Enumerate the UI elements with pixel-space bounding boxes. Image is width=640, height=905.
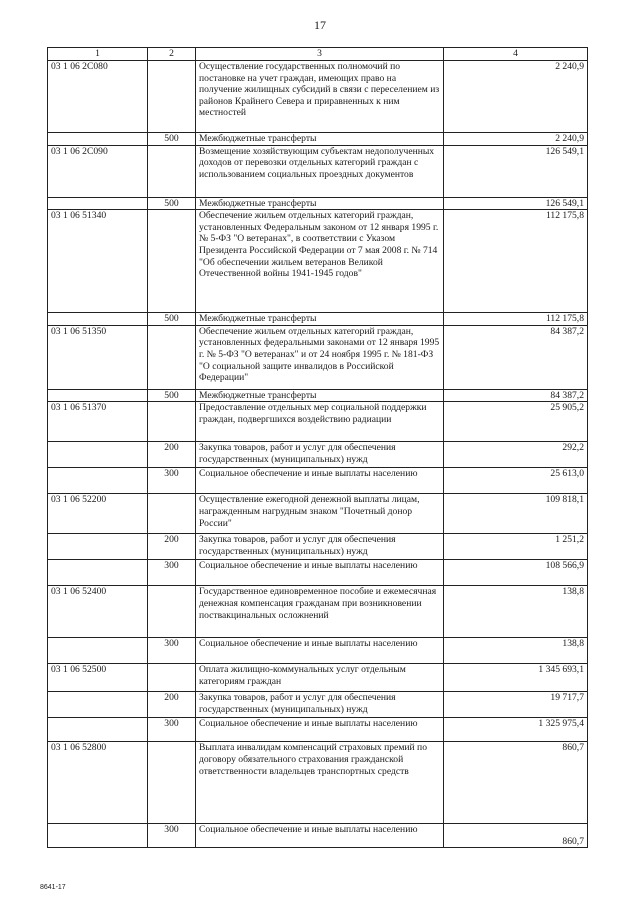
row-amount: 860,7 — [444, 824, 588, 848]
table-row — [48, 313, 588, 326]
column-header-2: 2 — [148, 48, 196, 61]
row-amount: 25 613,0 — [444, 468, 588, 494]
row-amount: 1 325 975,4 — [444, 718, 588, 742]
row-description: Межбюджетные трансферты — [196, 389, 444, 402]
row-description: Государственное единовременное пособие и ежемесячная денежная компенсация гражданам при возникновении поствакцинальных осложнений — [196, 586, 444, 638]
row-description: Осуществление государственных полномочий по постановке на учет граждан, имеющих право на получение жилищных субсидий в связи с переселением из районов Крайнего Севера и приравненных к ним местностей — [196, 61, 444, 133]
table-row — [48, 210, 588, 313]
row-description: Социальное обеспечение и иные выплаты населению — [196, 468, 444, 494]
row-code: 03 1 06 2С090 — [48, 145, 148, 197]
row-expense-type: 500 — [148, 389, 196, 402]
table-row — [48, 61, 588, 133]
table-row — [48, 468, 588, 494]
row-description: Осуществление ежегодной денежной выплаты лицам, награжденным нагрудным знаком "Почетный донор России" — [196, 494, 444, 534]
page-number: 17 — [314, 18, 326, 32]
table-row — [48, 325, 588, 389]
table-row — [48, 742, 588, 824]
row-code: 03 1 06 52800 — [48, 742, 148, 824]
row-code: 03 1 06 51350 — [48, 325, 148, 389]
column-header-3: 3 — [196, 48, 444, 61]
row-code: 03 1 06 2С080 — [48, 61, 148, 133]
row-code: 03 1 06 52500 — [48, 664, 148, 692]
row-expense-type: 500 — [148, 313, 196, 326]
row-description: Межбюджетные трансферты — [196, 197, 444, 210]
row-expense-type — [148, 402, 196, 442]
row-description: Социальное обеспечение и иные выплаты населению — [196, 560, 444, 586]
row-description: Социальное обеспечение и иные выплаты населению — [196, 718, 444, 742]
row-description: Межбюджетные трансферты — [196, 313, 444, 326]
row-description: Закупка товаров, работ и услуг для обеспечения государственных (муниципальных) нужд — [196, 692, 444, 718]
row-description: Обеспечение жильем отдельных категорий граждан, установленных Федеральным законом от 12 января 1995 г. № 5-ФЗ "О ветеранах", в соответствии с Указом Президента Российской Федерации от 7 мая 2008 г. № 714 "Об обеспечении жильем ветеранов Великой Отечественной войны 1941-1945 годов" — [196, 210, 444, 313]
row-description: Возмещение хозяйствующим субъектам недополученных доходов от перевозки отдельных категорий граждан с использованием социальных проездных документов — [196, 145, 444, 197]
row-description: Оплата жилищно-коммунальных услуг отдельным категориям граждан — [196, 664, 444, 692]
row-code — [48, 560, 148, 586]
row-code: 03 1 06 51340 — [48, 210, 148, 313]
table-row — [48, 197, 588, 210]
table-row — [48, 692, 588, 718]
row-expense-type: 200 — [148, 692, 196, 718]
table-row — [48, 664, 588, 692]
row-expense-type: 500 — [148, 133, 196, 146]
footer-document-code: 8641-17 — [40, 884, 66, 891]
table-row — [48, 534, 588, 560]
row-expense-type: 300 — [148, 560, 196, 586]
row-amount: 126 549,1 — [444, 145, 588, 197]
row-amount: 1 251,2 — [444, 534, 588, 560]
row-code — [48, 718, 148, 742]
row-amount: 19 717,7 — [444, 692, 588, 718]
row-expense-type — [148, 325, 196, 389]
row-amount: 138,8 — [444, 638, 588, 664]
table-row — [48, 133, 588, 146]
row-description: Закупка товаров, работ и услуг для обеспечения государственных (муниципальных) нужд — [196, 442, 444, 468]
table-row — [48, 824, 588, 848]
row-expense-type: 300 — [148, 468, 196, 494]
row-description: Предоставление отдельных мер социальной поддержки граждан, подвергшихся воздействию радиации — [196, 402, 444, 442]
row-amount: 84 387,2 — [444, 325, 588, 389]
row-amount: 138,8 — [444, 586, 588, 638]
row-code — [48, 133, 148, 146]
row-description: Социальное обеспечение и иные выплаты населению — [196, 638, 444, 664]
table-row — [48, 638, 588, 664]
row-expense-type — [148, 494, 196, 534]
table-row — [48, 389, 588, 402]
table-row — [48, 560, 588, 586]
row-amount: 2 240,9 — [444, 133, 588, 146]
row-amount: 860,7 — [444, 742, 588, 824]
row-description: Обеспечение жильем отдельных категорий граждан, установленных федеральными законами от 12 января 1995 г. № 5-ФЗ "О ветеранах" и от 24 ноября 1995 г. № 181-ФЗ "О социальной защите инвалидов в Российской Федерации" — [196, 325, 444, 389]
row-code: 03 1 06 52400 — [48, 586, 148, 638]
table-row — [48, 494, 588, 534]
row-code — [48, 534, 148, 560]
row-code — [48, 442, 148, 468]
row-expense-type: 300 — [148, 824, 196, 848]
row-expense-type — [148, 664, 196, 692]
row-amount: 2 240,9 — [444, 61, 588, 133]
row-code — [48, 313, 148, 326]
table-row — [48, 145, 588, 197]
row-amount: 1 345 693,1 — [444, 664, 588, 692]
table-header-row — [48, 48, 588, 61]
row-expense-type: 500 — [148, 197, 196, 210]
row-expense-type: 300 — [148, 638, 196, 664]
row-code — [48, 692, 148, 718]
row-expense-type — [148, 742, 196, 824]
row-code — [48, 197, 148, 210]
row-description: Межбюджетные трансферты — [196, 133, 444, 146]
row-expense-type — [148, 145, 196, 197]
row-description: Закупка товаров, работ и услуг для обеспечения государственных (муниципальных) нужд — [196, 534, 444, 560]
table-row — [48, 586, 588, 638]
row-code — [48, 638, 148, 664]
row-amount: 112 175,8 — [444, 313, 588, 326]
row-code — [48, 468, 148, 494]
row-amount: 108 566,9 — [444, 560, 588, 586]
column-header-1: 1 — [48, 48, 148, 61]
row-expense-type: 200 — [148, 534, 196, 560]
row-expense-type — [148, 586, 196, 638]
row-amount: 25 905,2 — [444, 402, 588, 442]
table-row — [48, 402, 588, 442]
row-amount: 109 818,1 — [444, 494, 588, 534]
table-row — [48, 442, 588, 468]
row-amount: 112 175,8 — [444, 210, 588, 313]
row-amount: 84 387,2 — [444, 389, 588, 402]
row-expense-type — [148, 210, 196, 313]
row-code — [48, 389, 148, 402]
column-header-4: 4 — [444, 48, 588, 61]
row-code — [48, 824, 148, 848]
row-expense-type — [148, 61, 196, 133]
row-description: Социальное обеспечение и иные выплаты населению — [196, 824, 444, 848]
row-expense-type: 300 — [148, 718, 196, 742]
row-expense-type: 200 — [148, 442, 196, 468]
row-code: 03 1 06 52200 — [48, 494, 148, 534]
row-amount: 292,2 — [444, 442, 588, 468]
row-description: Выплата инвалидам компенсаций страховых премий по договору обязательного страхования гражданской ответственности владельцев транспортных средств — [196, 742, 444, 824]
table-row — [48, 718, 588, 742]
row-code: 03 1 06 51370 — [48, 402, 148, 442]
budget-table — [47, 47, 588, 848]
row-amount: 126 549,1 — [444, 197, 588, 210]
